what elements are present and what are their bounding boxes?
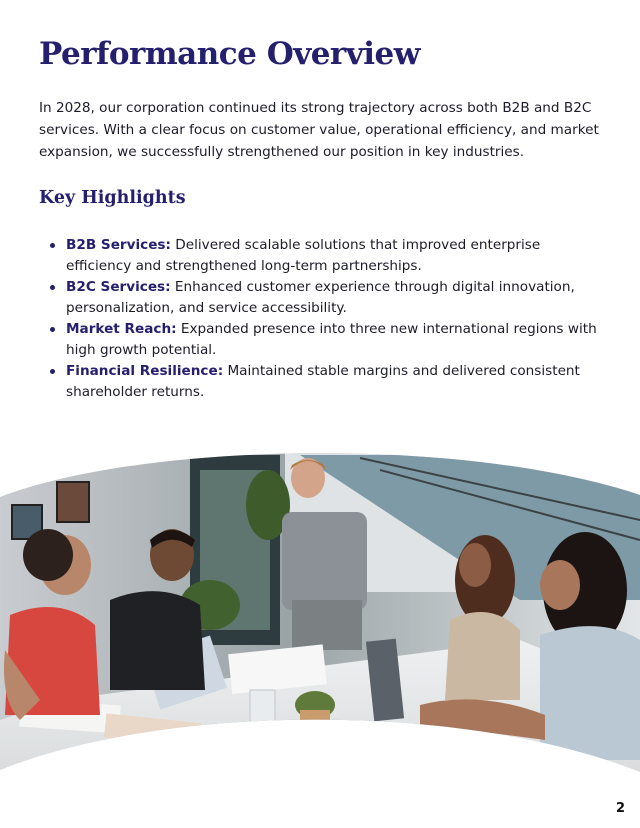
highlight-text: Maintained stable margins and delivered consistent shareholder returns.	[66, 363, 580, 400]
page-number: 2	[615, 801, 625, 816]
highlight-text: Enhanced customer experience through digital innovation, personalization, and service accessibility.	[66, 279, 575, 316]
list-item	[39, 319, 609, 361]
highlight-lead: B2B Services:	[66, 237, 171, 253]
highlight-text: Expanded presence into three new international regions with high growth potential.	[66, 321, 597, 358]
list-item	[39, 277, 609, 319]
highlights-heading: Key Highlights	[39, 188, 186, 208]
highlight-text: Delivered scalable solutions that improved enterprise efficiency and strengthened long-term partnerships.	[66, 237, 541, 274]
bullet-icon	[50, 327, 55, 332]
team-meeting-photo	[0, 450, 640, 780]
page-title: Performance Overview	[39, 36, 420, 72]
highlight-lead: Financial Resilience:	[66, 363, 224, 379]
highlight-lead: B2C Services:	[66, 279, 171, 295]
bullet-icon	[50, 369, 55, 374]
list-item	[39, 361, 609, 403]
bullet-icon	[50, 285, 55, 290]
highlights-list	[39, 235, 609, 403]
list-item	[39, 235, 609, 277]
highlight-lead: Market Reach:	[66, 321, 177, 337]
intro-paragraph: In 2028, our corporation continued its strong trajectory across both B2B and B2C services. With a clear focus on customer value, operational efficiency, and market expansion, we successfully strengthened our position in key industries.	[39, 100, 599, 160]
bullet-icon	[50, 243, 55, 248]
